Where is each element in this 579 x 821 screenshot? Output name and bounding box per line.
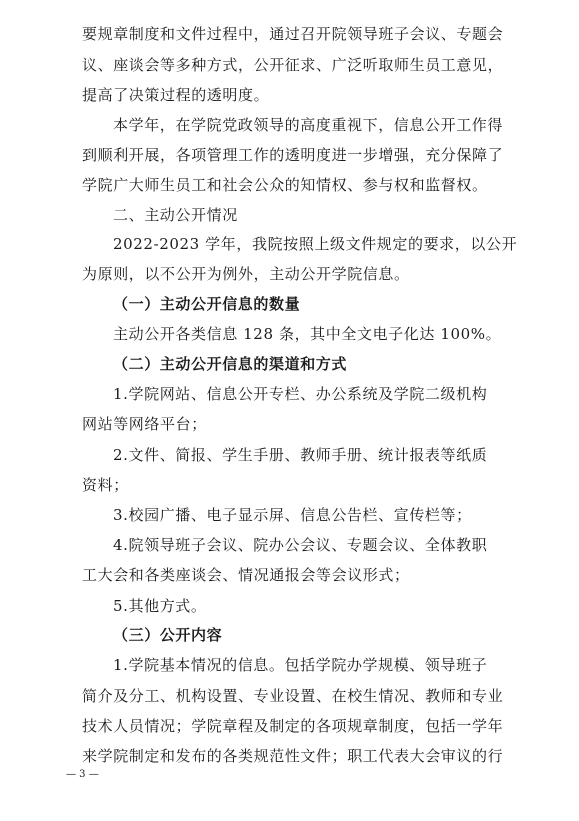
paragraph-2-line-2: 到顺利开展，各项管理工作的透明度进一步增强，充分保障了 bbox=[82, 146, 504, 164]
section-2-title: 二、主动公开情况 bbox=[113, 206, 238, 224]
channel-4-line-1: 4.院领导班子会议、院办公会议、专题会议、全体教职 bbox=[113, 536, 488, 554]
channel-5: 5.其他方式。 bbox=[113, 597, 207, 615]
paragraph-1-line-3: 提高了决策过程的透明度。 bbox=[82, 86, 270, 104]
channel-3: 3.校园广播、电子显示屏、信息公告栏、宣传栏等； bbox=[113, 506, 472, 524]
paragraph-1-line-1: 要规章制度和文件过程中，通过召开院领导班子会议、专题会 bbox=[82, 25, 504, 43]
channel-1-line-2: 网站等网络平台； bbox=[82, 415, 207, 433]
paragraph-3-line-1: 2022-2023 学年，我院按照上级文件规定的要求，以公开 bbox=[113, 235, 518, 253]
channel-1-line-1: 1.学院网站、信息公开专栏、办公系统及学院二级机构 bbox=[113, 385, 488, 403]
subsection-3-title: （三）公开内容 bbox=[113, 626, 223, 644]
paragraph-5-line-1: 1.学院基本情况的信息。包括学院办学规模、领导班子 bbox=[113, 656, 488, 674]
paragraph-2-line-1: 本学年，在学院党政领导的高度重视下，信息公开工作得 bbox=[113, 116, 504, 134]
paragraph-4: 主动公开各类信息 128 条，其中全文电子化达 100%。 bbox=[113, 325, 502, 343]
paragraph-5-line-2: 简介及分工、机构设置、专业设置、在校生情况、教师和专业 bbox=[82, 687, 504, 705]
subsection-2-title: （二）主动公开信息的渠道和方式 bbox=[113, 355, 348, 373]
paragraph-2-line-3: 学院广大师生员工和社会公众的知情权、参与权和监督权。 bbox=[82, 176, 488, 194]
paragraph-5-line-3: 技术人员情况；学院章程及制定的各项规章制度，包括一学年 bbox=[82, 717, 504, 735]
subsection-1-title: （一）主动公开信息的数量 bbox=[113, 295, 301, 313]
paragraph-5-line-4: 来学院制定和发布的各类规范性文件；职工代表大会审议的行 bbox=[82, 747, 504, 765]
channel-2-line-2: 资料； bbox=[82, 476, 129, 494]
channel-4-line-2: 工大会和各类座谈会、情况通报会等会议形式； bbox=[82, 566, 410, 584]
page-number: — 3 — bbox=[66, 769, 99, 780]
channel-2-line-1: 2.文件、简报、学生手册、教师手册、统计报表等纸质 bbox=[113, 446, 488, 464]
paragraph-1-line-2: 议、座谈会等多种方式，公开征求、广泛听取师生员工意见， bbox=[82, 56, 504, 74]
paragraph-3-line-2: 为原则，以不公开为例外，主动公开学院信息。 bbox=[82, 265, 410, 283]
